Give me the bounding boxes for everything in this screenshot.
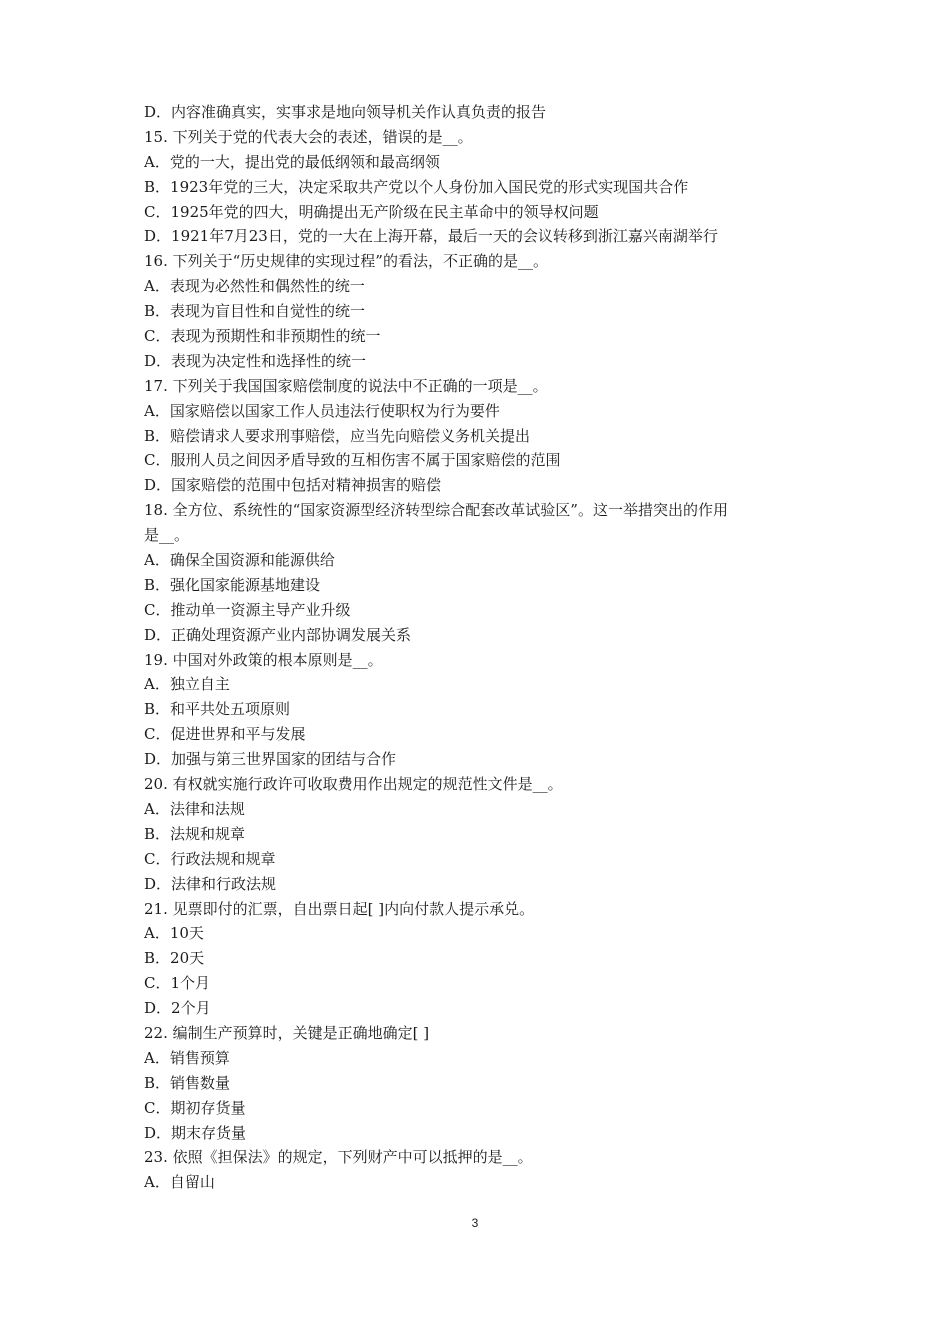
option-line: B．销售数量	[144, 1073, 231, 1092]
option-line: A．10天	[144, 924, 204, 943]
option-line: A．法律和法规	[144, 799, 245, 818]
option-line: A．表现为必然性和偶然性的统一	[144, 277, 365, 296]
option-line: D．1921年7月23日，党的一大在上海开幕，最后一天的会议转移到浙江嘉兴南湖举行	[144, 227, 718, 246]
question-line: 18. 全方位、系统性的“国家资源型经济转型综合配套改革试验区”。这一举措突出的作用	[144, 501, 728, 520]
option-line: B．和平共处五项原则	[144, 700, 291, 719]
option-line: A．党的一大，提出党的最低纲领和最高纲领	[144, 152, 440, 171]
question-line: 20. 有权就实施行政许可收取费用作出规定的规范性文件是__。	[144, 775, 563, 794]
option-line: C．促进世界和平与发展	[144, 725, 306, 744]
option-line: D．法律和行政法规	[144, 874, 277, 893]
question-line: 21. 见票即付的汇票，自出票日起[ ]内向付款人提示承兑。	[144, 899, 535, 918]
option-line: D．期末存货量	[144, 1123, 247, 1142]
option-line: C．行政法规和规章	[144, 849, 276, 868]
option-line: A．国家赔偿以国家工作人员违法行使职权为行为要件	[144, 401, 500, 420]
question-line: 15. 下列关于党的代表大会的表述，错误的是__。	[144, 127, 473, 146]
question-line: 17. 下列关于我国国家赔偿制度的说法中不正确的一项是__。	[144, 376, 548, 395]
option-line: A．确保全国资源和能源供给	[144, 551, 335, 570]
option-line: C．1个月	[144, 974, 211, 993]
document-body	[144, 100, 824, 1195]
option-line: D．国家赔偿的范围中包括对精神损害的赔偿	[144, 476, 442, 495]
option-line: B．强化国家能源基地建设	[144, 575, 321, 594]
option-line: B．赔偿请求人要求刑事赔偿，应当先向赔偿义务机关提出	[144, 426, 531, 445]
option-line: A．自留山	[144, 1173, 215, 1192]
question-line: 22. 编制生产预算时，关键是正确地确定[ ]	[144, 1023, 430, 1042]
option-line: A．销售预算	[144, 1048, 230, 1067]
question-line: 16. 下列关于“历史规律的实现过程”的看法，不正确的是__。	[144, 252, 548, 271]
option-line: A．独立自主	[144, 675, 230, 694]
question-line: 19. 中国对外政策的根本原则是__。	[144, 650, 383, 669]
option-line: B．法规和规章	[144, 824, 246, 843]
option-line: C．表现为预期性和非预期性的统一	[144, 327, 381, 346]
option-line: B．1923年党的三大，决定采取共产党以个人身份加入国民党的形式实现国共合作	[144, 177, 689, 196]
option-line: B．20天	[144, 949, 205, 968]
option-line: D．表现为决定性和选择性的统一	[144, 351, 367, 370]
option-line: B．表现为盲目性和自觉性的统一	[144, 302, 366, 321]
option-line: D．内容准确真实，实事求是地向领导机关作认真负责的报告	[144, 103, 547, 121]
option-line: D．正确处理资源产业内部协调发展关系	[144, 625, 412, 644]
option-line: C．服刑人员之间因矛盾导致的互相伤害不属于国家赔偿的范围	[144, 451, 561, 470]
option-line: C．期初存货量	[144, 1098, 246, 1117]
page-number: 3	[471, 1216, 479, 1230]
question-line: 23. 依照《担保法》的规定，下列财产中可以抵押的是__。	[144, 1148, 533, 1167]
option-line: D．2个月	[144, 999, 211, 1018]
text-line: 是__。	[144, 526, 190, 545]
option-line: C．推动单一资源主导产业升级	[144, 600, 351, 619]
option-line: C．1925年党的四大，明确提出无产阶级在民主革命中的领导权问题	[144, 202, 599, 221]
option-line: D．加强与第三世界国家的团结与合作	[144, 750, 397, 769]
